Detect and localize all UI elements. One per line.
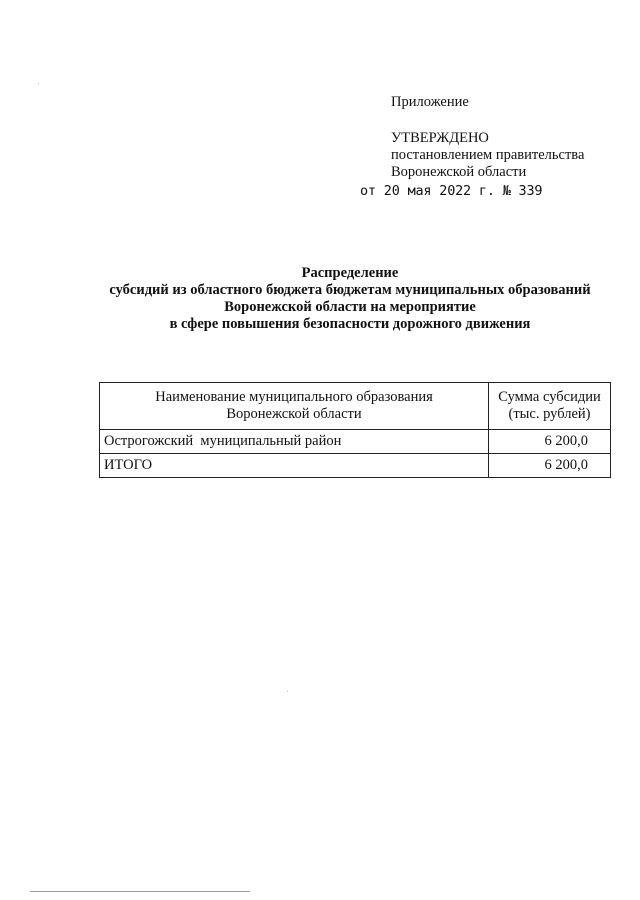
approved-region: Воронежской области	[391, 164, 527, 180]
total-amount-cell: 6 200,0	[489, 454, 611, 478]
document-title	[90, 265, 610, 333]
column-header-municipality	[100, 383, 489, 430]
appendix-label: Приложение	[391, 94, 469, 110]
bottom-edge-line	[30, 891, 250, 892]
column-header-municipality-line-2: Воронежской области	[226, 406, 362, 422]
approved-by: постановлением правительства	[391, 147, 585, 163]
title-line-4: в сфере повышения безопасности дорожного движения	[169, 316, 531, 332]
subsidy-distribution-table	[99, 382, 611, 478]
title-line-2: субсидий из областного бюджета бюджетам муниципальных образований	[109, 282, 591, 298]
table-header-row	[100, 383, 611, 430]
total-label-cell: ИТОГО	[100, 454, 489, 478]
column-header-amount-line-2: (тыс. рублей)	[508, 406, 591, 422]
amount-cell: 6 200,0	[489, 430, 611, 454]
title-line-3: Воронежской области на мероприятие	[224, 299, 476, 315]
column-header-municipality-line-1: Наименование муниципального образования	[155, 389, 433, 405]
column-header-amount	[489, 383, 611, 430]
table-row-total	[100, 454, 611, 478]
approval-stamp	[391, 130, 584, 181]
title-line-1: Распределение	[301, 265, 399, 281]
decree-date-number: от 20 мая 2022 г. № 339	[360, 183, 543, 199]
municipality-cell: Острогожский муниципальный район	[100, 430, 489, 454]
approved-heading: УТВЕРЖДЕНО	[391, 130, 489, 146]
table-row	[100, 430, 611, 454]
column-header-amount-line-1: Сумма субсидии	[498, 389, 601, 405]
scan-speck	[38, 83, 39, 84]
scan-speck	[287, 691, 288, 692]
